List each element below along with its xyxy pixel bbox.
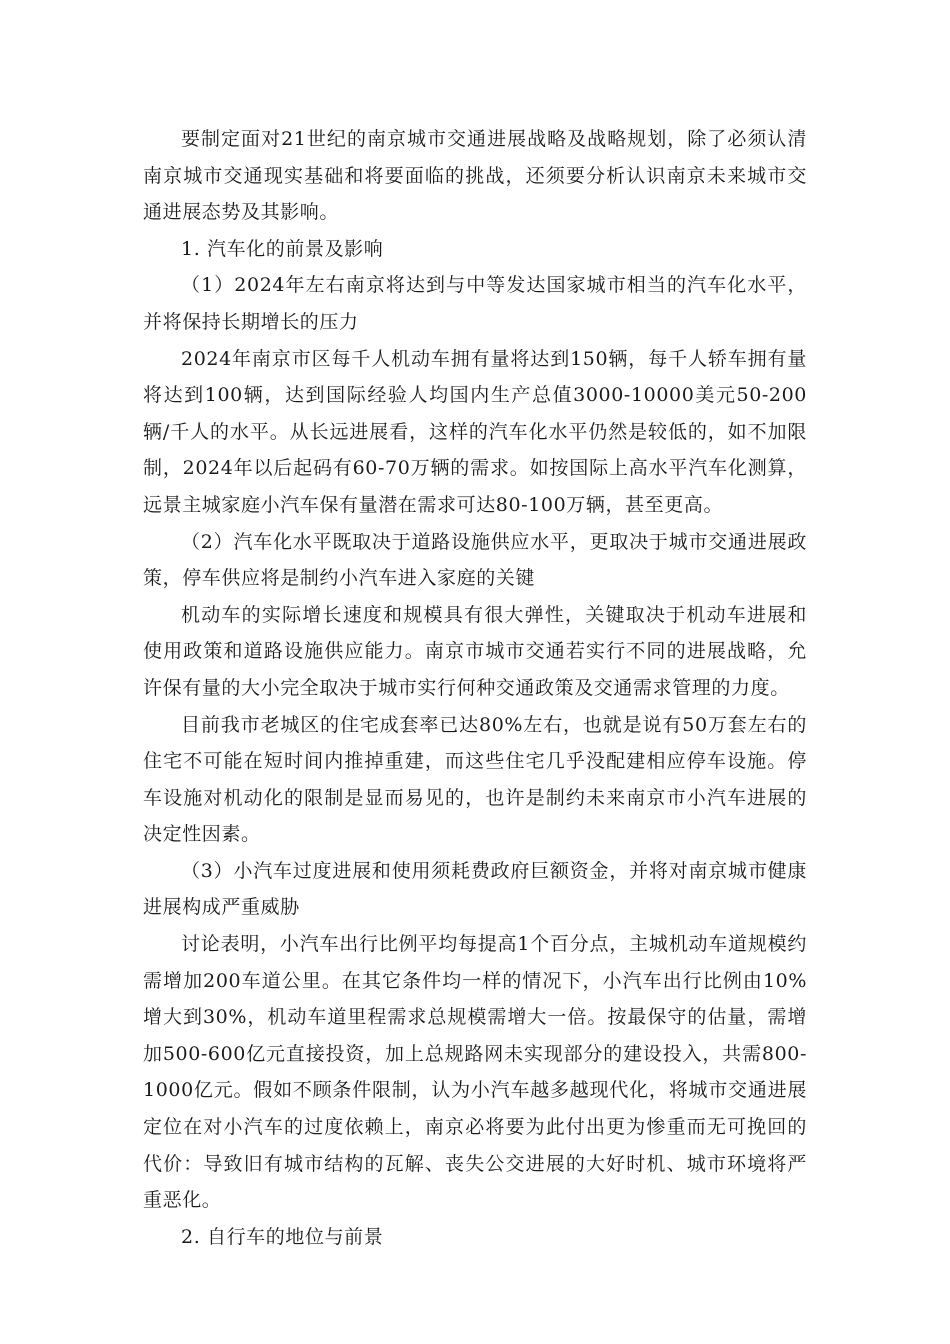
body-paragraph-4: 讨论表明，小汽车出行比例平均每提高1个百分点，主城机动车道规模约需增加200车道公里。在其它条件均一样的情况下，小汽车出行比例由10%增大到30%，机动车道里程需求总规模需增大一倍。按最保守的估量，需增加500-600亿元直接投资，加上总规路网未实现部分的建设投入，共需800-1000亿元。假如不顾条件限制，认为小汽车越多越现代化，将城市交通进展定位在对小汽车的过度依赖上，南京必将要为此付出更为惨重而无可挽回的代价：导致旧有城市结构的瓦解、丧失公交进展的大好时机、城市环境将严重恶化。 xyxy=(143,933,807,1212)
body-paragraph-2: 机动车的实际增长速度和规模具有很大弹性，关键取决于机动车进展和使用政策和道路设施供应能力。南京市城市交通若实行不同的进展战略，允许保有量的大小完全取决于城市实行何种交通政策及交通需求管理的力度。 xyxy=(143,603,807,699)
subheading-2: （2）汽车化水平既取决于道路设施供应水平，更取决于城市交通进展政策，停车供应将是制约小汽车进入家庭的关键 xyxy=(143,530,807,590)
intro-paragraph: 要制定面对21世纪的南京城市交通进展战略及战略规划，除了必须认清南京城市交通现实基础和将要面临的挑战，还须要分析认识南京未来城市交通进展态势及其影响。 xyxy=(143,128,807,224)
body-paragraph-3: 目前我市老城区的住宅成套率已达80%左右，也就是说有50万套左右的住宅不可能在短时间内推掉重建，而这些住宅几乎没配建相应停车设施。停车设施对机动化的限制是显而易见的，也许是制约未来南京市小汽车进展的决定性因素。 xyxy=(143,713,807,846)
section-heading-2: 2. 自行车的地位与前景 xyxy=(181,1225,384,1248)
section-heading-1: 1. 汽车化的前景及影响 xyxy=(181,237,384,260)
subheading-1: （1）2024年左右南京将达到与中等发达国家城市相当的汽车化水平，并将保持长期增长的压力 xyxy=(143,274,807,333)
document-page xyxy=(143,121,807,1255)
body-paragraph-1: 2024年南京市区每千人机动车拥有量将达到150辆，每千人轿车拥有量将达到100辆，达到国际经验人均国内生产总值3000-10000美元50-200辆/千人的水平。从长远进展看，这样的汽车化水平仍然是较低的，如不加限制，2024年以后起码有60-70万辆的需求。如按国际上高水平汽车化测算，远景主城家庭小汽车保有量潜在需求可达80-100万辆，甚至更高。 xyxy=(143,347,807,516)
subheading-3: （3）小汽车过度进展和使用须耗费政府巨额资金，并将对南京城市健康进展构成严重威胁 xyxy=(143,859,807,919)
